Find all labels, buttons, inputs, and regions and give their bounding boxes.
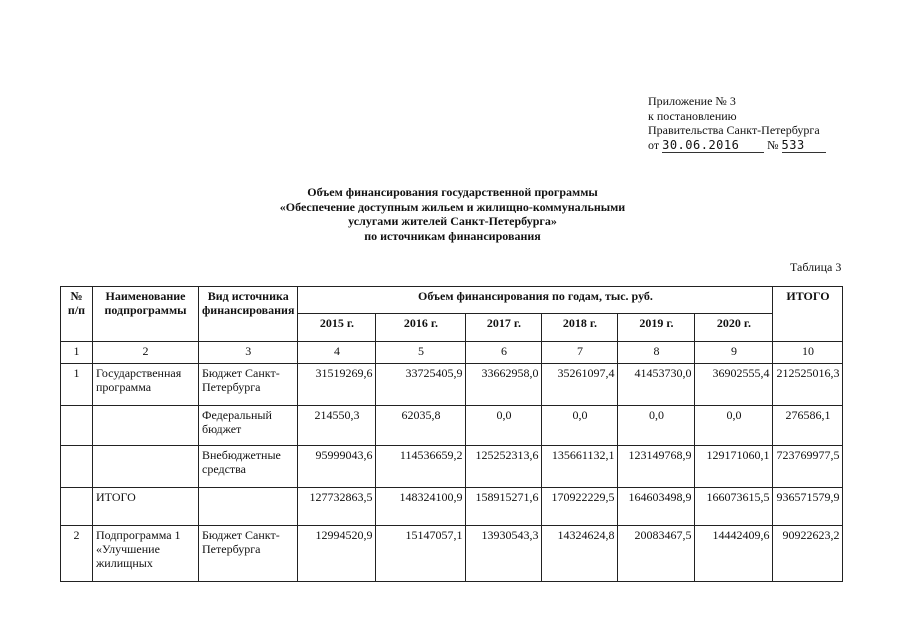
row-value: 0,0 bbox=[542, 406, 618, 446]
row-value: 0,0 bbox=[618, 406, 695, 446]
row-num: 1 bbox=[61, 364, 93, 406]
table-row bbox=[61, 364, 843, 406]
row-total: 276586,1 bbox=[773, 406, 843, 446]
index-cell: 5 bbox=[376, 342, 466, 364]
row-value: 12994520,9 bbox=[298, 526, 376, 582]
header-year: 2020 г. bbox=[695, 314, 773, 342]
row-source: Внебюджетные средства bbox=[199, 446, 298, 488]
header-year: 2018 г. bbox=[542, 314, 618, 342]
index-row bbox=[61, 342, 843, 364]
title-line-1: Объем финансирования государственной программы bbox=[307, 185, 598, 199]
row-value: 41453730,0 bbox=[618, 364, 695, 406]
header-row-1 bbox=[61, 287, 843, 314]
row-value: 14324624,8 bbox=[542, 526, 618, 582]
row-value: 166073615,5 bbox=[695, 488, 773, 526]
index-cell: 9 bbox=[695, 342, 773, 364]
row-total: 723769977,5 bbox=[773, 446, 843, 488]
row-value: 129171060,1 bbox=[695, 446, 773, 488]
header-name: Наименование подпрограммы bbox=[93, 287, 199, 342]
appendix-block bbox=[648, 94, 826, 153]
row-num: 2 bbox=[61, 526, 93, 582]
row-source: Федеральный бюджет bbox=[199, 406, 298, 446]
row-value: 14442409,6 bbox=[695, 526, 773, 582]
row-value: 31519269,6 bbox=[298, 364, 376, 406]
row-value: 164603498,9 bbox=[618, 488, 695, 526]
row-name bbox=[93, 406, 199, 446]
appendix-date-line bbox=[648, 138, 826, 154]
row-value: 214550,3 bbox=[298, 406, 376, 446]
number-prefix: № bbox=[767, 137, 779, 152]
table-row-total bbox=[61, 488, 843, 526]
title-line-3: услугами жителей Санкт-Петербурга» bbox=[348, 214, 557, 228]
row-value: 123149768,9 bbox=[618, 446, 695, 488]
index-cell: 10 bbox=[773, 342, 843, 364]
row-num bbox=[61, 406, 93, 446]
row-value: 0,0 bbox=[695, 406, 773, 446]
row-value: 135661132,1 bbox=[542, 446, 618, 488]
row-value: 125252313,6 bbox=[466, 446, 542, 488]
document-title bbox=[0, 185, 905, 243]
table-row bbox=[61, 446, 843, 488]
row-value: 62035,8 bbox=[376, 406, 466, 446]
row-name bbox=[93, 446, 199, 488]
header-year: 2016 г. bbox=[376, 314, 466, 342]
row-value: 127732863,5 bbox=[298, 488, 376, 526]
row-value: 114536659,2 bbox=[376, 446, 466, 488]
index-cell: 6 bbox=[466, 342, 542, 364]
index-cell: 2 bbox=[93, 342, 199, 364]
row-name: Подпрограмма 1 «Улучшение жилищных bbox=[93, 526, 199, 582]
header-year: 2017 г. bbox=[466, 314, 542, 342]
index-cell: 8 bbox=[618, 342, 695, 364]
header-year: 2019 г. bbox=[618, 314, 695, 342]
title-line-4: по источникам финансирования bbox=[364, 228, 541, 243]
table-row bbox=[61, 406, 843, 446]
row-num bbox=[61, 446, 93, 488]
decree-number: 533 bbox=[782, 138, 826, 154]
decree-date: 30.06.2016 bbox=[662, 138, 764, 154]
header-total: ИТОГО bbox=[773, 287, 843, 342]
row-total: 90922623,2 bbox=[773, 526, 843, 582]
table-row bbox=[61, 526, 843, 582]
row-num bbox=[61, 488, 93, 526]
row-name: Государственная программа bbox=[93, 364, 199, 406]
row-value: 35261097,4 bbox=[542, 364, 618, 406]
row-source bbox=[199, 488, 298, 526]
title-line-2: «Обеспечение доступным жильем и жилищно-коммунальными bbox=[279, 199, 626, 214]
header-source: Вид источника финансирования bbox=[199, 287, 298, 342]
table-label: Таблица 3 bbox=[790, 260, 842, 274]
row-value: 33725405,9 bbox=[376, 364, 466, 406]
index-cell: 7 bbox=[542, 342, 618, 364]
row-total: 212525016,3 bbox=[773, 364, 843, 406]
row-source: Бюджет Санкт-Петербурга bbox=[199, 364, 298, 406]
appendix-line-3: Правительства Санкт-Петербурга bbox=[648, 123, 820, 137]
row-total: 936571579,9 bbox=[773, 488, 843, 526]
appendix-line-2: к постановлению bbox=[648, 108, 737, 123]
row-value: 170922229,5 bbox=[542, 488, 618, 526]
row-value: 33662958,0 bbox=[466, 364, 542, 406]
index-cell: 4 bbox=[298, 342, 376, 364]
header-volume: Объем финансирования по годам, тыс. руб. bbox=[298, 287, 773, 314]
row-value: 20083467,5 bbox=[618, 526, 695, 582]
row-value: 36902555,4 bbox=[695, 364, 773, 406]
row-name: ИТОГО bbox=[93, 488, 199, 526]
appendix-line-1: Приложение № 3 bbox=[648, 94, 736, 108]
row-value: 13930543,3 bbox=[466, 526, 542, 582]
header-year: 2015 г. bbox=[298, 314, 376, 342]
row-value: 0,0 bbox=[466, 406, 542, 446]
header-num: № п/п bbox=[61, 287, 93, 342]
row-value: 148324100,9 bbox=[376, 488, 466, 526]
row-source: Бюджет Санкт-Петербурга bbox=[199, 526, 298, 582]
index-cell: 1 bbox=[61, 342, 93, 364]
row-value: 158915271,6 bbox=[466, 488, 542, 526]
index-cell: 3 bbox=[199, 342, 298, 364]
row-value: 15147057,1 bbox=[376, 526, 466, 582]
date-prefix: от bbox=[648, 137, 660, 152]
row-value: 95999043,6 bbox=[298, 446, 376, 488]
financing-table bbox=[60, 286, 843, 582]
